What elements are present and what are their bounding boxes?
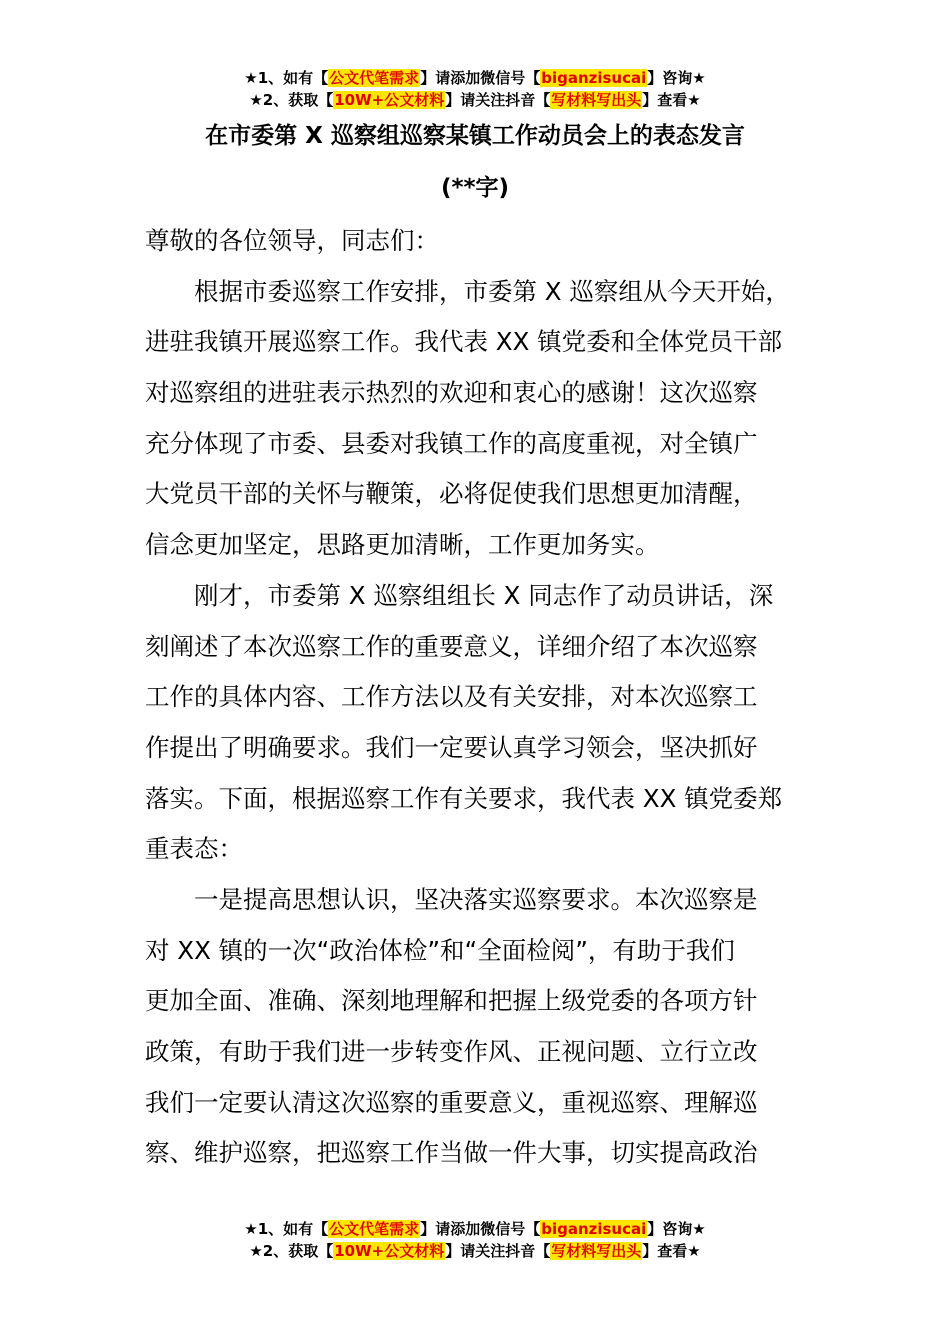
banner-text: ★1、如有【 (244, 1220, 329, 1238)
body-line: 尊敬的各位领导，同志们： (145, 226, 439, 255)
banner-text: ★2、获取【 (249, 1242, 334, 1260)
banner-text: 】请关注抖音【 (445, 91, 551, 109)
body-line: 落实。下面，根据巡察工作有关要求，我代表 XX 镇党委郑 (145, 783, 783, 813)
banner-text: 】请添加微信号【 (420, 1220, 541, 1238)
banner-text: 】请添加微信号【 (420, 69, 541, 87)
body-line: 进驻我镇开展巡察工作。我代表 XX 镇党委和全体党员干部 (145, 327, 783, 357)
banner-line-1 (0, 1218, 950, 1240)
banner-text: 】咨询★ (647, 69, 706, 87)
banner-highlight: 写材料写出头 (551, 1242, 642, 1260)
body-line: 对 XX 镇的一次“政治体检”和“全面检阅”，有助于我们 (145, 935, 735, 965)
body-line: 作提出了明确要求。我们一定要认真学习领会，坚决抓好 (145, 732, 758, 762)
body-line: 政策，有助于我们进一步转变作风、正视问题、立行立改 (145, 1037, 758, 1066)
body-line: 更加全面、准确、深刻地理解和把握上级党委的各项方针 (145, 986, 758, 1016)
body-line: 我们一定要认清这次巡察的重要意义，重视巡察、理解巡 (145, 1087, 758, 1117)
banner-highlight: biganzisucai (541, 69, 647, 87)
body-line: 对巡察组的进驻表示热烈的欢迎和衷心的感谢！这次巡察 (145, 378, 758, 408)
body-line: 充分体现了市委、县委对我镇工作的高度重视，对全镇广 (145, 428, 758, 458)
banner-highlight: 10W+公文材料 (334, 91, 445, 109)
body-line: 一是提高思想认识，坚决落实巡察要求。本次巡察是 (145, 884, 758, 914)
body-line: 根据市委巡察工作安排，市委第 X 巡察组从今天开始， (145, 276, 790, 306)
banner-text: 】咨询★ (647, 1220, 706, 1238)
header-banner (0, 67, 950, 111)
document-subtitle: (**字) (440, 175, 510, 201)
body-line: 信念更加坚定，思路更加清晰，工作更加务实。 (145, 530, 660, 560)
banner-highlight: biganzisucai (541, 1220, 647, 1238)
banner-line-2 (0, 1240, 950, 1262)
banner-highlight: 公文代笔需求 (329, 1220, 420, 1238)
banner-line-1 (0, 67, 950, 89)
banner-text: ★1、如有【 (244, 69, 329, 87)
body-line: 刚才，市委第 X 巡察组组长 X 同志作了动员讲话，深 (145, 580, 774, 610)
banner-highlight: 写材料写出头 (551, 91, 642, 109)
banner-highlight: 10W+公文材料 (334, 1242, 445, 1260)
body-line: 察、维护巡察，把巡察工作当做一件大事，切实提高政治 (145, 1138, 758, 1168)
document-body (145, 216, 835, 1179)
banner-line-2 (0, 89, 950, 111)
banner-text: 】请关注抖音【 (445, 1242, 551, 1260)
document-title: 在市委第 X 巡察组巡察某镇工作动员会上的表态发言 (205, 123, 745, 149)
body-line: 大党员干部的关怀与鞭策，必将促使我们思想更加清醒， (145, 479, 758, 509)
body-line: 重表态： (145, 834, 243, 864)
body-line: 刻阐述了本次巡察工作的重要意义，详细介绍了本次巡察 (145, 631, 758, 661)
banner-text: ★2、获取【 (249, 91, 334, 109)
banner-text: 】查看★ (642, 1242, 701, 1260)
footer-banner (0, 1218, 950, 1262)
banner-highlight: 公文代笔需求 (329, 69, 420, 87)
banner-text: 】查看★ (642, 91, 701, 109)
body-line: 工作的具体内容、工作方法以及有关安排，对本次巡察工 (145, 682, 758, 712)
